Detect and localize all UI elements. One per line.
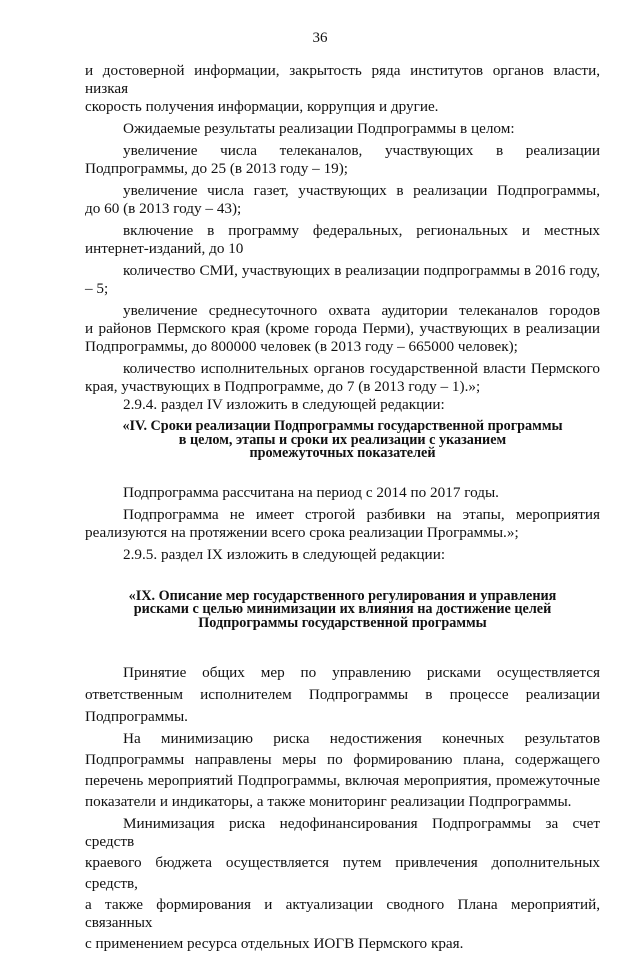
section-heading-ix <box>85 587 600 631</box>
section-heading-iv <box>85 420 600 461</box>
paragraph-line: интернет-изданий, до 10 <box>85 240 244 257</box>
paragraph-line: до 60 (в 2013 году – 43); <box>85 200 242 217</box>
paragraph-line: количество СМИ, участвующих в реализации подпрограммы в 2016 году, <box>123 262 600 279</box>
paragraph-line: Подпрограммы, до 25 (в 2013 году – 19); <box>85 160 349 177</box>
paragraph-line: 2.9.4. раздел IV изложить в следующей редакции: <box>123 396 445 413</box>
paragraph-line: и районов Пермского края (кроме города Перми), участвующих в реализации <box>85 320 600 337</box>
page-number: 36 <box>312 30 328 46</box>
heading-line: «IX. Описание мер государственного регулирования и управления <box>128 587 557 604</box>
paragraph-line: перечень мероприятий Подпрограммы, включая мероприятия, промежуточные <box>85 772 600 789</box>
paragraph-line: увеличение среднесуточного охвата аудитории телеканалов городов <box>123 302 600 319</box>
paragraph-line: реализуются на протяжении всего срока реализации Программы.»; <box>85 523 519 541</box>
paragraph-line: Ожидаемые результаты реализации Подпрограммы в целом: <box>123 120 515 137</box>
paragraph-line: количество исполнительных органов государственной власти Пермского <box>123 360 600 377</box>
heading-line: в целом, этапы и сроки их реализации с указанием <box>178 431 507 448</box>
paragraph-line: увеличение числа газет, участвующих в реализации Подпрограммы, <box>123 182 600 199</box>
paragraph-line: с применением ресурса отдельных ИОГВ Пермского края. <box>85 935 464 952</box>
heading-line: Подпрограммы государственной программы <box>198 614 487 631</box>
paragraph-line: Минимизация риска недофинансирования Подпрограммы за счет средств <box>85 815 600 850</box>
paragraph-line: увеличение числа телеканалов, участвующих в реализации <box>123 142 600 159</box>
paragraph-line: включение в программу федеральных, региональных и местных <box>123 222 600 239</box>
paragraph-line: показатели и индикаторы, а также мониторинг реализации Подпрограммы. <box>85 793 572 810</box>
paragraph-line: ответственным исполнителем Подпрограммы в процессе реализации <box>85 686 600 703</box>
paragraph-line: края, участвующих в Подпрограмме, до 7 (в 2013 году – 1).»; <box>85 378 481 395</box>
paragraph-line: 2.9.5. раздел IX изложить в следующей редакции: <box>123 545 446 563</box>
paragraph-line: Принятие общих мер по управлению рисками осуществляется <box>123 664 600 681</box>
paragraph-line: средств, <box>85 875 138 892</box>
heading-line: промежуточных показателей <box>249 445 436 461</box>
paragraph-line: а также формирования и актуализации сводного Плана мероприятий, связанных <box>85 896 600 931</box>
paragraph-line: На минимизацию риска недостижения конечных результатов <box>123 730 600 747</box>
paragraph-line: Подпрограммы, до 800000 человек (в 2013 году – 665000 человек); <box>85 338 518 355</box>
document-body <box>85 62 600 953</box>
paragraph-line: скорость получения информации, коррупция и другие. <box>85 98 439 115</box>
paragraph-line: Подпрограммы направлены меры по формированию плана, содержащего <box>85 751 600 768</box>
heading-line: рисками с целью минимизации их влияния на достижение целей <box>133 601 552 617</box>
paragraph-line: Подпрограмма не имеет строгой разбивки на этапы, мероприятия <box>123 505 600 523</box>
paragraph-line: – 5; <box>85 280 109 297</box>
heading-line: «IV. Сроки реализации Подпрограммы государственной программы <box>122 418 563 434</box>
paragraph-line: краевого бюджета осуществляется путем привлечения дополнительных <box>85 854 600 871</box>
paragraph-line: и достоверной информации, закрытость ряда институтов органов власти, низкая <box>85 62 600 97</box>
paragraph-line: Подпрограммы. <box>85 708 188 725</box>
paragraph-line: Подпрограмма рассчитана на период с 2014 по 2017 годы. <box>123 483 499 501</box>
